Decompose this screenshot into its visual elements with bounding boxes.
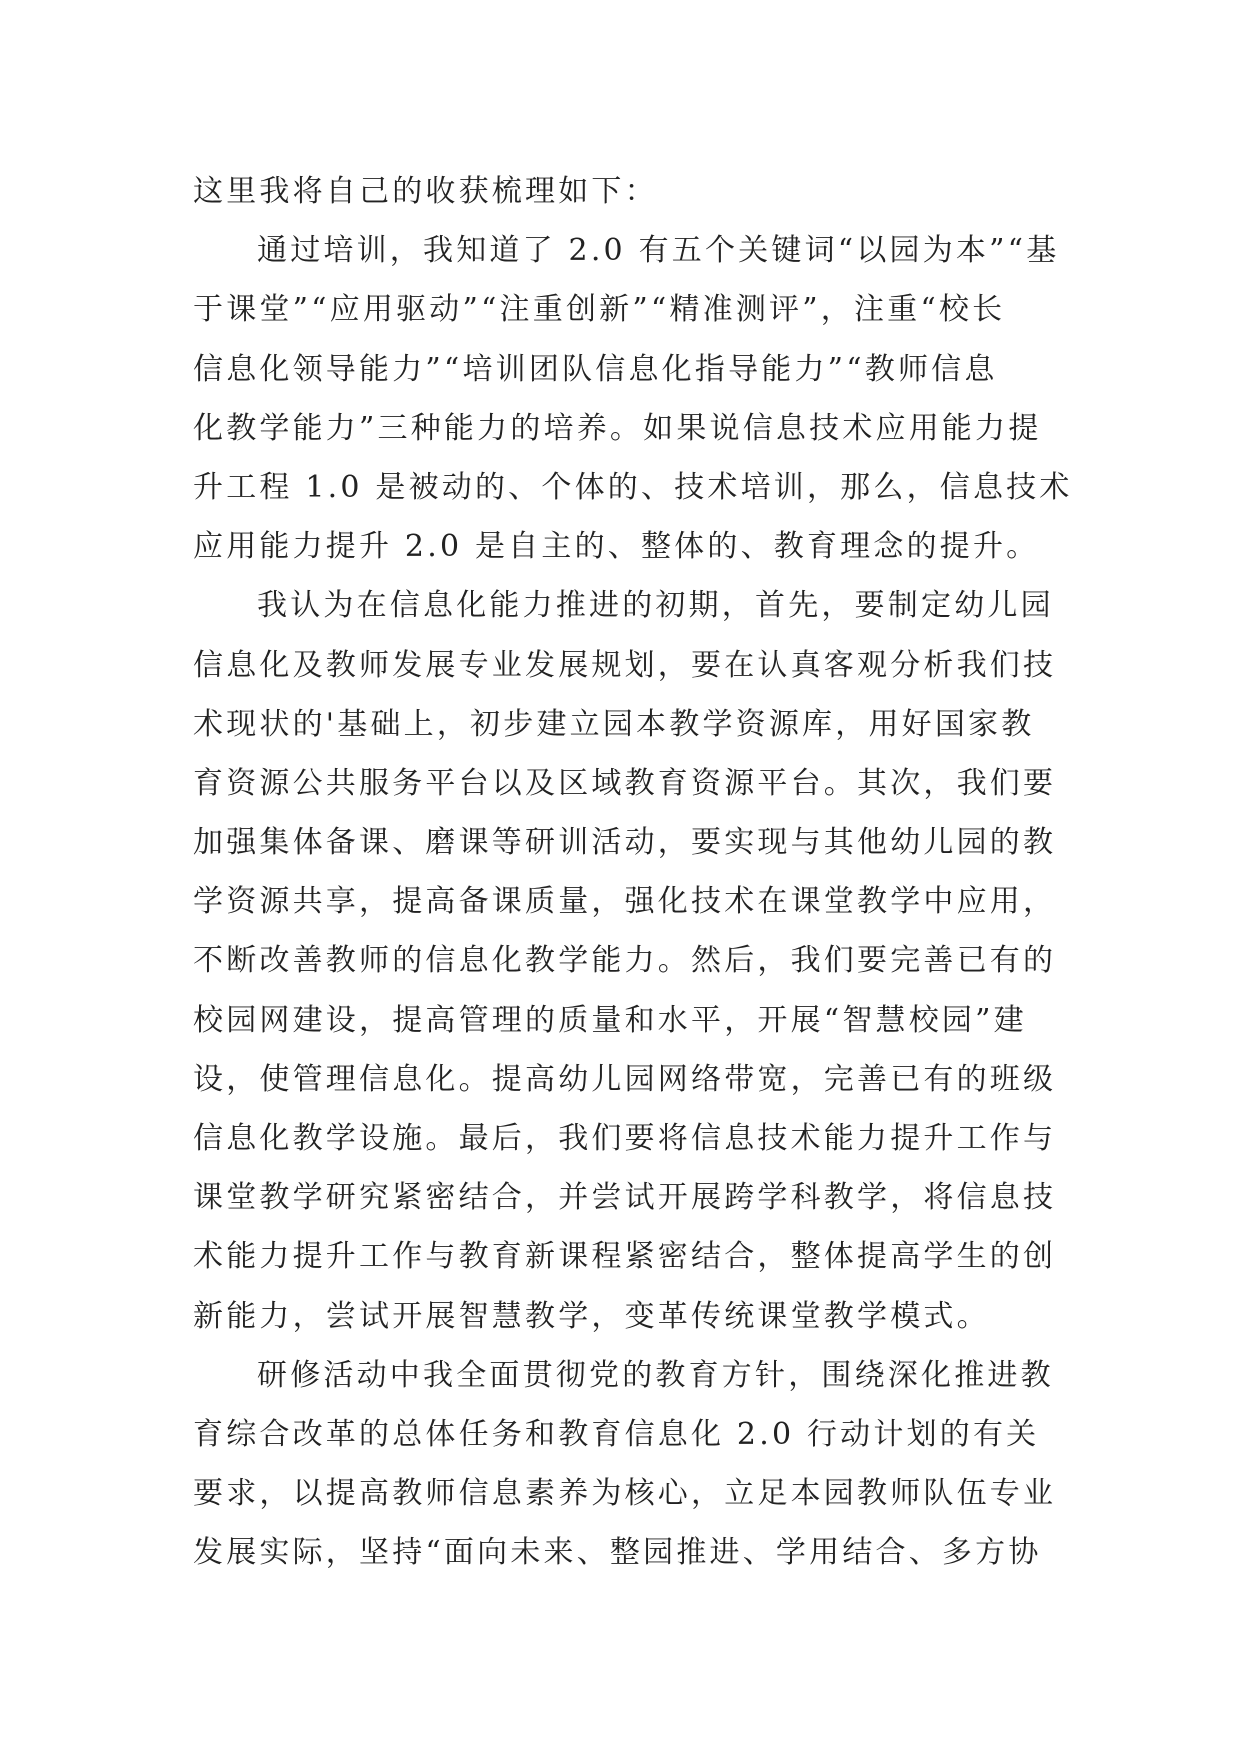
text-line: 发展实际，坚持“面向未来、整园推进、学用结合、多方协 [193, 1535, 1042, 1571]
text-line: 术能力提升工作与教育新课程紧密结合，整体提高学生的创 [193, 1239, 1057, 1275]
text-line: 信息化领导能力”“培训团队信息化指导能力”“教师信息 [193, 351, 998, 387]
text-line: 课堂教学研究紧密结合，并尝试开展跨学科教学，将信息技 [193, 1180, 1057, 1216]
text-line: 不断改善教师的信息化教学能力。然后，我们要完善已有的 [193, 943, 1057, 979]
text-line: 育资源公共服务平台以及区域教育资源平台。其次，我们要 [193, 765, 1057, 801]
text-line: 信息化及教师发展专业发展规划，要在认真客观分析我们技 [193, 647, 1057, 683]
paragraph-first-line: 我认为在信息化能力推进的初期，首先，要制定幼儿园 [257, 588, 1054, 624]
text-line: 应用能力提升 2.0 是自主的、整体的、教育理念的提升。 [193, 529, 1040, 565]
paragraph-first-line: 通过培训，我知道了 2.0 有五个关键词“以园为本”“基 [257, 233, 1060, 269]
text-line: 设，使管理信息化。提高幼儿园网络带宽，完善已有的班级 [193, 1061, 1057, 1097]
text-line: 术现状的'基础上，初步建立园本教学资源库，用好国家教 [193, 706, 1035, 742]
paragraph-first-line: 研修活动中我全面贯彻党的教育方针，围绕深化推进教 [257, 1357, 1054, 1393]
text-line: 信息化教学设施。最后，我们要将信息技术能力提升工作与 [193, 1121, 1057, 1156]
text-line: 新能力，尝试开展智慧教学，变革传统课堂教学模式。 [193, 1298, 990, 1334]
text-line: 要求，以提高教师信息素养为核心，立足本园教师队伍专业 [193, 1476, 1057, 1512]
text-line: 育综合改革的总体任务和教育信息化 2.0 行动计划的有关 [193, 1416, 1040, 1452]
text-line: 于课堂”“应用驱动”“注重创新”“精准测评”，注重“校长 [193, 292, 1006, 328]
text-line: 校园网建设，提高管理的质量和水平，开展“智慧校园”建 [193, 1002, 1027, 1038]
text-line: 这里我将自己的收获梳理如下： [193, 174, 658, 209]
body-text [193, 162, 1073, 1583]
text-line: 化教学能力”三种能力的培养。如果说信息技术应用能力提 [193, 410, 1042, 446]
text-line: 学资源共享，提高备课质量，强化技术在课堂教学中应用， [193, 884, 1057, 920]
text-line: 加强集体备课、磨课等研训活动，要实现与其他幼儿园的教 [193, 825, 1057, 861]
text-line: 升工程 1.0 是被动的、个体的、技术培训，那么，信息技术 [193, 469, 1073, 505]
